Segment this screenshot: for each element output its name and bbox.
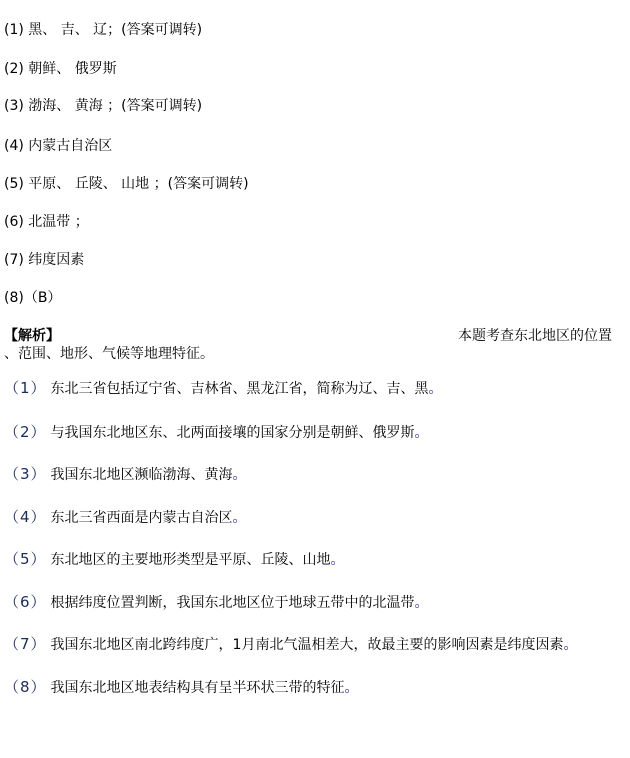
item-period: 。 [344,680,359,696]
item-text: 我国东北地区南北跨纬度广，1月南北气温相差大，故最主要的影响因素是纬度因素 [50,637,564,653]
item-number: （6） [4,593,47,611]
answer-3: (3) 渤海、 黄海 ；(答案可调转) [4,98,203,114]
analysis-intro-part1: 本题考查东北地区的位置 [458,328,612,344]
answer-1: (1) 黑、 吉、 辽；(答案可调转) [4,22,203,38]
answer-2: (2) 朝鲜、 俄罗斯 [4,61,117,77]
item-period: 。 [428,381,443,397]
item-number: （3） [4,465,47,483]
answer-5: (5) 平原、 丘陵、 山地 ；(答案可调转) [4,176,249,192]
item-number: （7） [4,635,47,653]
analysis-item [4,677,359,698]
answer-6: (6) 北温带 ； [4,214,89,230]
item-number: （8） [4,678,47,696]
item-text: 根据纬度位置判断，我国东北地区位于地球五带中的北温带 [50,595,415,611]
item-period: 。 [563,637,578,653]
item-number: （1） [4,379,47,397]
answer-4: (4) 内蒙古自治区 [4,138,113,154]
item-period: 。 [232,467,247,483]
analysis-item [4,422,429,443]
answer-7: (7) 纬度因素 [4,252,85,268]
item-number: （4） [4,508,47,526]
item-text: 东北地区的主要地形类型是平原、丘陵、山地 [50,552,331,568]
item-number: （2） [4,423,47,441]
item-text: 东北三省包括辽宁省、吉林省、黑龙江省，简称为辽、吉、黑 [50,381,429,397]
analysis-item [4,378,443,399]
analysis-heading: 【解析】 [4,328,60,344]
item-period: 。 [414,595,429,611]
item-text: 东北三省西面是内蒙古自治区 [50,510,233,526]
item-number: （5） [4,550,47,568]
item-text: 我国东北地区濒临渤海、黄海 [50,467,233,483]
item-text: 与我国东北地区东、北两面接壤的国家分别是朝鲜、俄罗斯 [50,425,415,441]
analysis-item [4,507,247,528]
analysis-item [4,464,247,485]
analysis-item [4,549,345,570]
item-period: 。 [330,552,345,568]
answer-8: (8)（B） [4,290,62,306]
item-text: 我国东北地区地表结构具有呈半环状三带的特征 [50,680,345,696]
item-period: 。 [414,425,429,441]
analysis-item [4,634,577,655]
analysis-item [4,592,429,613]
item-period: 。 [232,510,247,526]
analysis-intro-part2: 、范围、地形、气候等地理特征。 [4,346,214,362]
